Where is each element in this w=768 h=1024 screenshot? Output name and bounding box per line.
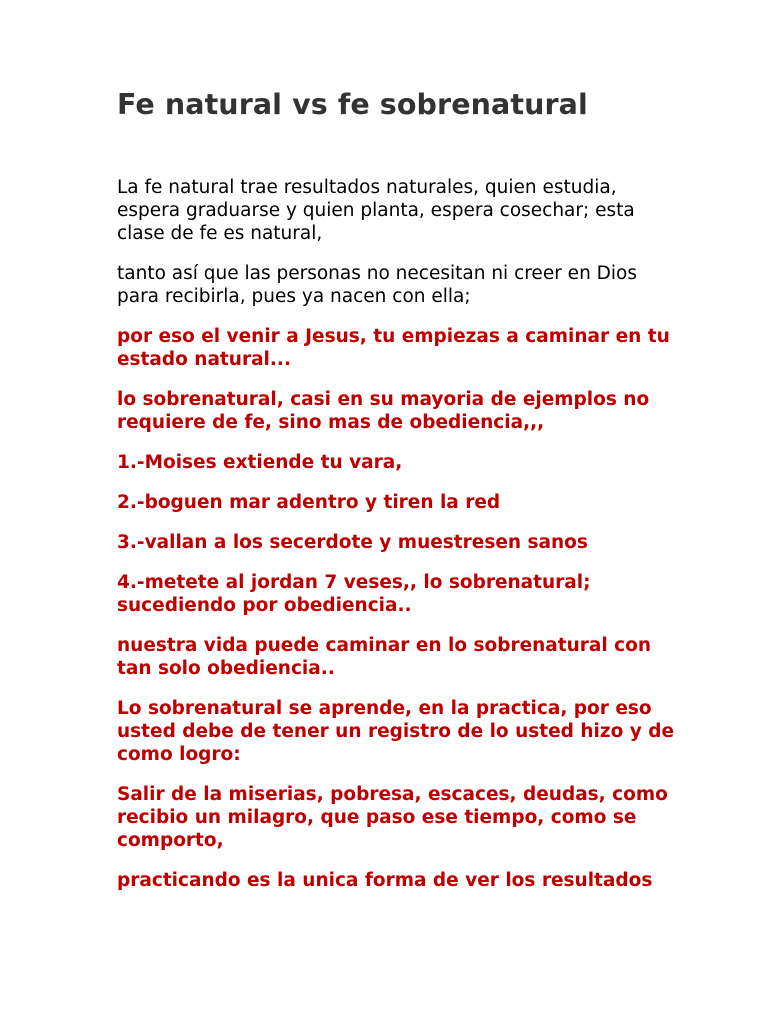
paragraph-4: lo sobrenatural, casi en su mayoria de ejemplos no requiere de fe, sino mas de obediencia,,, xyxy=(117,389,650,433)
list-item-1: 1.-Moises extiende tu vara, xyxy=(117,452,403,473)
paragraph-6: Lo sobrenatural se aprende, en la practica, por eso usted debe de tener un registro de lo usted hizo y de como logro: xyxy=(117,698,675,765)
paragraph-7: Salir de la miserias, pobresa, escaces, deudas, como recibio un milagro, que paso ese tiempo, como se comporto, xyxy=(117,784,668,851)
list-item-2: 2.-boguen mar adentro y tiren la red xyxy=(117,492,501,513)
paragraph-8: practicando es la unica forma de ver los resultados xyxy=(117,870,653,891)
list-item-3: 3.-vallan a los secerdote y muestresen sanos xyxy=(117,532,588,553)
paragraph-3: por eso el venir a Jesus, tu empiezas a caminar en tu estado natural... xyxy=(117,326,670,370)
paragraph-1: La fe natural trae resultados naturales, quien estudia, espera graduarse y quien planta, espera cosechar; esta clase de fe es natural, xyxy=(117,177,635,244)
paragraph-5: nuestra vida puede caminar en lo sobrenatural con tan solo obediencia.. xyxy=(117,635,652,679)
document-title: Fe natural vs fe sobrenatural xyxy=(117,88,588,121)
list-item-4: 4.-metete al jordan 7 veses,, lo sobrenatural; sucediendo por obediencia.. xyxy=(117,572,591,616)
paragraph-2: tanto así que las personas no necesitan ni creer en Dios para recibirla, pues ya nacen con ella; xyxy=(117,263,638,307)
document-body xyxy=(117,176,677,892)
document-page xyxy=(117,88,677,909)
